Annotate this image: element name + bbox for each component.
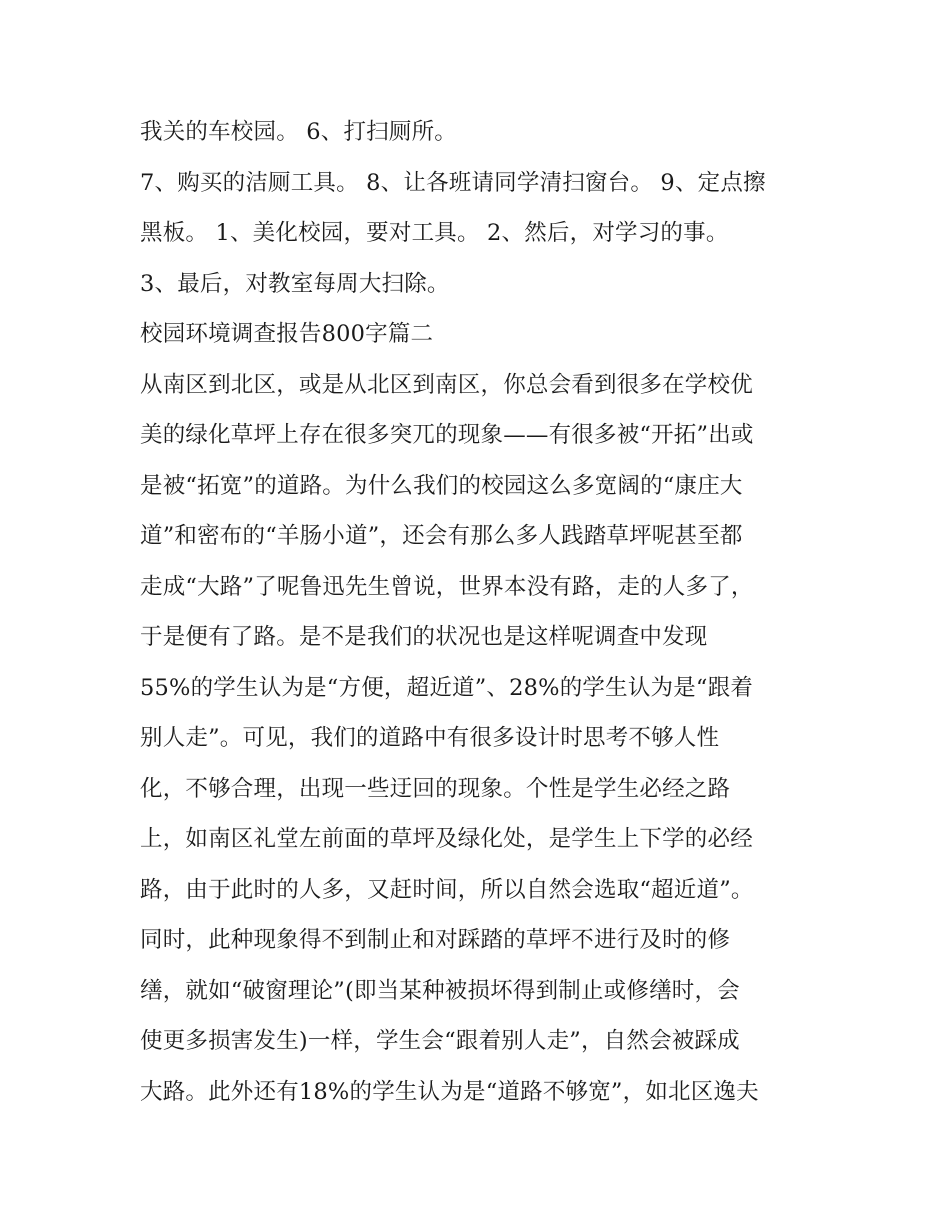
text-line: 黑板。 1、美化校园，要对工具。 2、然后，对学习的事。: [140, 220, 729, 246]
text-line: 3、最后，对教室每周大扫除。: [140, 270, 450, 297]
text-line: 美的绿化草坪上存在很多突兀的现象——有很多被“开拓”出或: [140, 422, 754, 448]
section-heading: 校园环境调查报告800字篇二: [140, 321, 434, 347]
text-line: 大路。此外还有18%的学生认为是“道路不够宽”，如北区逸夫: [140, 1078, 759, 1105]
text-line: 于是便有了路。是不是我们的状况也是这样呢调查中发现: [140, 624, 708, 650]
text-line: 化，不够合理，出现一些迂回的现象。个性是学生必经之路: [140, 775, 731, 802]
text-line: 走成“大路”了呢鲁迅先生曾说，世界本没有路，走的人多了，: [140, 573, 754, 600]
text-line: 别人走”。可见，我们的道路中有很多设计时思考不够人性: [140, 725, 720, 751]
text-line: 使更多损害发生)一样，学生会“跟着别人走”，自然会被踩成: [140, 1028, 740, 1054]
text-line: 7、购买的洁厕工具。 8、让各班请同学清扫窗台。 9、定点擦: [140, 169, 766, 196]
document-body: [140, 107, 820, 1117]
text-line: 缮，就如“破窗理论”(即当某种被损坏得到制止或修缮时，会: [140, 977, 740, 1004]
text-line: 路，由于此时的人多，又赶时间，所以自然会选取“超近道”。: [140, 876, 754, 903]
text-line: 从南区到北区，或是从北区到南区，你总会看到很多在学校优: [140, 371, 753, 398]
text-line: 55%的学生认为是“方便，超近道”、28%的学生认为是“跟着: [140, 674, 754, 701]
text-line: 是被“拓宽”的道路。为什么我们的校园这么多宽阔的“康庄大: [140, 472, 743, 499]
text-line: 上，如南区礼堂左前面的草坪及绿化处，是学生上下学的必经: [140, 826, 753, 852]
text-line: 道”和密布的“羊肠小道”，还会有那么多人践踏草坪呢甚至都: [140, 523, 743, 549]
text-line: 我关的车校园。 6、打扫厕所。: [140, 119, 457, 145]
text-line: 同时，此种现象得不到制止和对踩踏的草坪不进行及时的修: [140, 927, 731, 953]
